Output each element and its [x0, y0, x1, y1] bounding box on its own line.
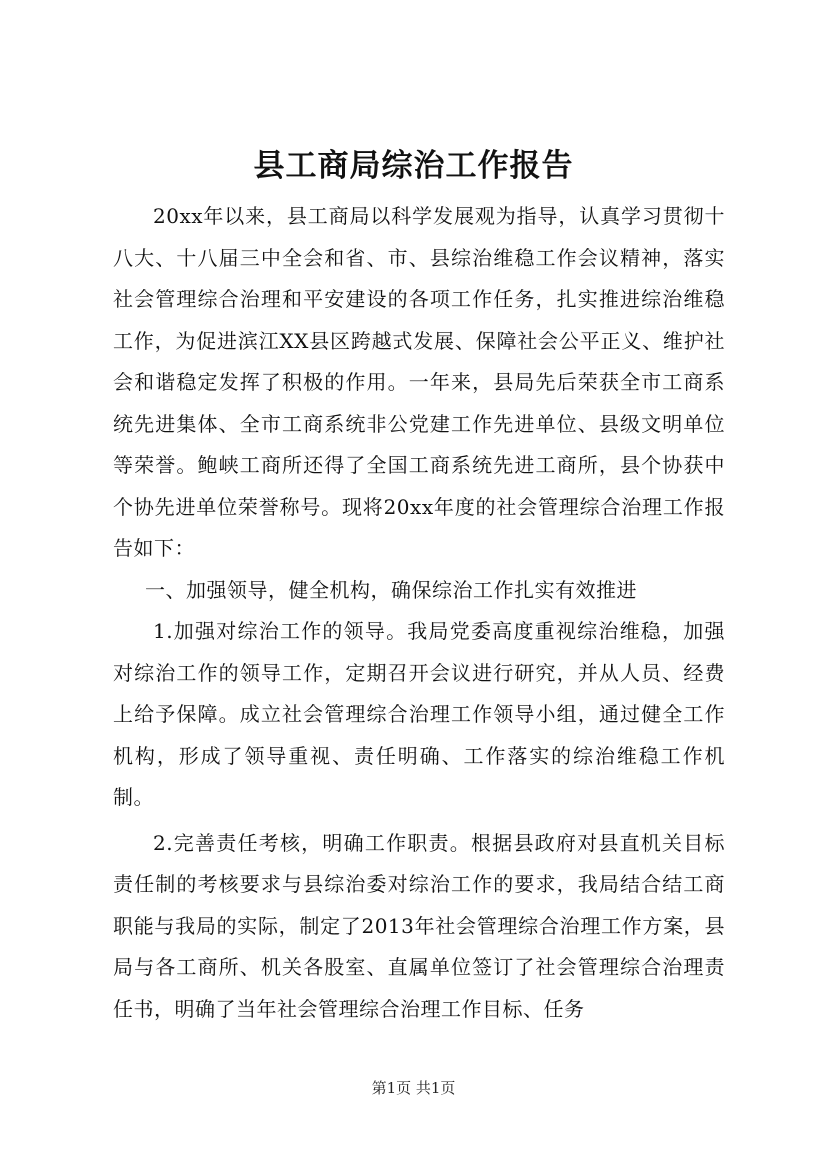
intro-paragraph: 20xx年以来，县工商局以科学发展观为指导，认真学习贯彻十八大、十八届三中全会和省、市、县综治维稳工作会议精神，落实社会管理综合治理和平安建设的各项工作任务，扎实推进综治维稳工作，为促进滨江XX县区跨越式发展、保障社会公平正义、维护社会和谐稳定发挥了积极的作用。一年来，县局先后荣获全市工商系统先进集体、全市工商系统非公党建工作先进单位、县级文明单位等荣誉。鲍峡工商所还得了全国工商系统先进工商所，县个协获中个协先进单位荣誉称号。现将20xx年度的社会管理综合治理工作报告如下： — [113, 204, 725, 560]
paragraph-item-1: 1.加强对综治工作的领导。我局党委高度重视综治维稳，加强对综治工作的领导工作，定期召开会议进行研究，并从人员、经费上给予保障。成立社会管理综合治理工作领导小组，通过健全工作机构，形成了领导重视、责任明确、工作落实的综治维稳工作机制。 — [113, 619, 725, 809]
document-body — [113, 196, 725, 1030]
section-heading-1: 一、加强领导，健全机构，确保综治工作扎实有效推进 — [145, 577, 637, 602]
page-footer: 第1页 共1页 — [371, 1079, 456, 1097]
document-title: 县工商局综治工作报告 — [253, 148, 574, 184]
paragraph-item-2: 2.完善责任考核，明确工作职责。根据县政府对县直机关目标责任制的考核要求与县综治委对综治工作的要求，我局结合结工商职能与我局的实际，制定了2013年社会管理综合治理工作方案，县局与各工商所、机关各股室、直属单位签订了社会管理综合治理责任书，明确了当年社会管理综合治理工作目标、任务 — [113, 830, 725, 1021]
